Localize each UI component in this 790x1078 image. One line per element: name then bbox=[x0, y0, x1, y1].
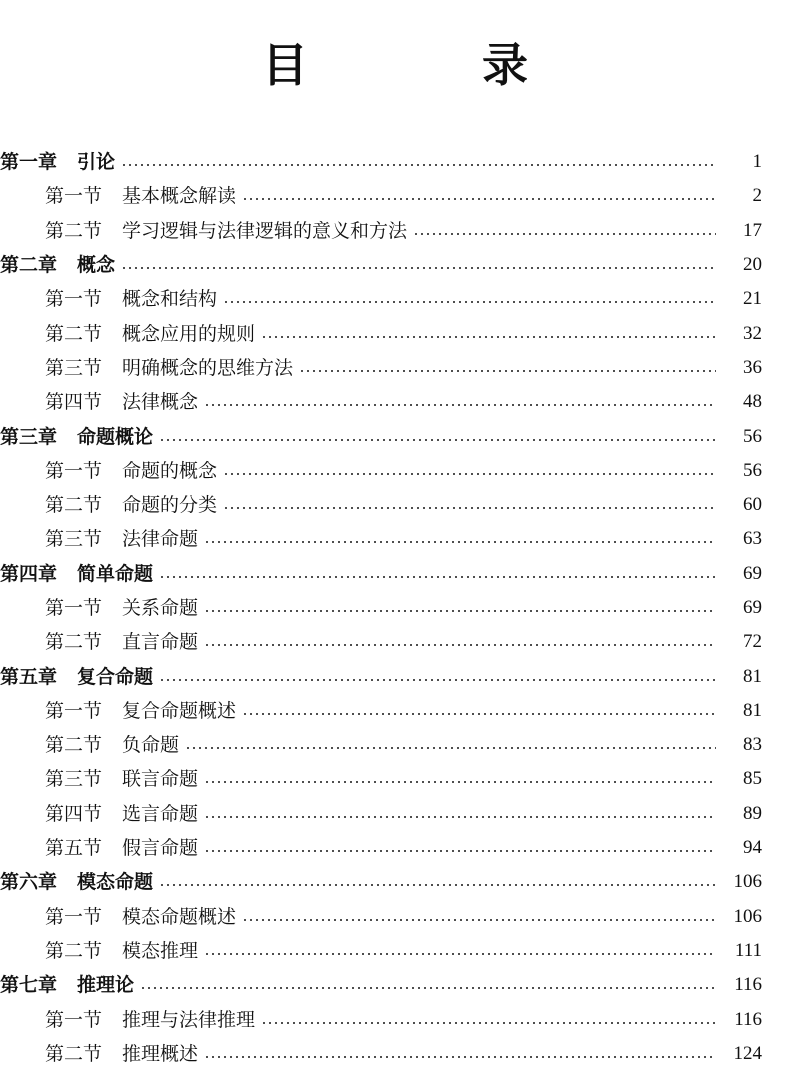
toc-entry-title: 联言命题 bbox=[122, 768, 199, 791]
dot-leader bbox=[140, 987, 716, 989]
toc-entry-number: 第一节 bbox=[45, 288, 103, 311]
dot-leader bbox=[204, 644, 716, 646]
toc-page-number: 124 bbox=[733, 1042, 762, 1064]
toc-chapter-row[interactable] bbox=[0, 419, 790, 453]
toc-entry-title: 复合命题 bbox=[77, 665, 154, 688]
toc-page-number: 85 bbox=[743, 768, 762, 790]
toc-entry-number: 第一节 bbox=[45, 185, 103, 208]
toc-entry-title: 直言命题 bbox=[122, 631, 199, 654]
dot-leader bbox=[159, 884, 716, 886]
toc-page-number: 81 bbox=[743, 665, 762, 687]
toc-section-row[interactable] bbox=[0, 1002, 790, 1036]
toc-entry-title: 负命题 bbox=[122, 734, 180, 757]
toc-entry-number: 第二节 bbox=[45, 219, 103, 242]
toc-page-number: 32 bbox=[743, 322, 762, 344]
toc-chapter-row[interactable] bbox=[0, 968, 790, 1002]
toc-entry-number: 第一节 bbox=[45, 459, 103, 482]
table-of-contents bbox=[0, 145, 790, 1071]
page-title: 目 录 bbox=[262, 38, 592, 92]
toc-entry-title: 概念 bbox=[77, 254, 116, 277]
dot-leader bbox=[159, 439, 716, 441]
toc-entry-number: 第一节 bbox=[45, 1008, 103, 1031]
dot-leader bbox=[204, 953, 716, 955]
toc-entry-title: 命题概论 bbox=[77, 425, 154, 448]
dot-leader bbox=[261, 336, 716, 338]
toc-entry-number: 第一章 bbox=[0, 151, 58, 174]
toc-entry-number: 第二节 bbox=[45, 494, 103, 517]
toc-entry-number: 第一节 bbox=[45, 905, 103, 928]
toc-entry-title: 模态命题概述 bbox=[122, 905, 237, 928]
toc-page-number: 69 bbox=[743, 597, 762, 618]
toc-entry-title: 学习逻辑与法律逻辑的意义和方法 bbox=[122, 219, 408, 242]
dot-leader bbox=[204, 541, 716, 543]
toc-page-number: 63 bbox=[743, 528, 762, 550]
toc-section-row[interactable] bbox=[0, 591, 790, 625]
dot-leader bbox=[223, 301, 716, 303]
dot-leader bbox=[261, 1022, 716, 1024]
toc-page-number: 83 bbox=[743, 734, 762, 756]
toc-entry-number: 第六章 bbox=[0, 871, 58, 894]
dot-leader bbox=[242, 919, 716, 921]
toc-section-row[interactable] bbox=[0, 454, 790, 488]
toc-section-row[interactable] bbox=[0, 488, 790, 522]
dot-leader bbox=[204, 850, 716, 852]
dot-leader bbox=[121, 164, 716, 166]
toc-entry-title: 复合命题概述 bbox=[122, 699, 237, 722]
toc-section-row[interactable] bbox=[0, 797, 790, 831]
toc-entry-title: 引论 bbox=[77, 151, 116, 174]
toc-section-row[interactable] bbox=[0, 316, 790, 350]
toc-entry-number: 第一节 bbox=[45, 699, 103, 722]
toc-section-row[interactable] bbox=[0, 1037, 790, 1071]
toc-section-row[interactable] bbox=[0, 934, 790, 968]
toc-entry-title: 法律命题 bbox=[122, 528, 199, 551]
toc-entry-number: 第四节 bbox=[45, 391, 103, 414]
toc-entry-number: 第一节 bbox=[45, 597, 103, 619]
toc-page-number: 106 bbox=[733, 905, 762, 927]
toc-page-number: 56 bbox=[743, 425, 762, 447]
toc-entry-title: 简单命题 bbox=[77, 562, 154, 585]
toc-entry-title: 概念应用的规则 bbox=[122, 322, 256, 345]
toc-entry-title: 命题的概念 bbox=[122, 459, 218, 482]
toc-entry-number: 第四章 bbox=[0, 562, 58, 585]
toc-section-row[interactable] bbox=[0, 762, 790, 796]
toc-page-number: 116 bbox=[734, 974, 762, 996]
toc-chapter-row[interactable] bbox=[0, 659, 790, 693]
toc-entry-number: 第三节 bbox=[45, 356, 103, 379]
toc-entry-title: 选言命题 bbox=[122, 802, 199, 825]
toc-page-number: 94 bbox=[743, 837, 762, 859]
dot-leader bbox=[185, 747, 716, 749]
toc-entry-title: 概念和结构 bbox=[122, 288, 218, 311]
dot-leader bbox=[204, 816, 716, 818]
toc-entry-number: 第二节 bbox=[45, 939, 103, 962]
toc-page-number: 1 bbox=[752, 151, 762, 173]
toc-chapter-row[interactable] bbox=[0, 248, 790, 282]
dot-leader bbox=[299, 370, 716, 372]
dot-leader bbox=[159, 576, 716, 578]
toc-entry-number: 第三章 bbox=[0, 425, 58, 448]
toc-page-number: 2 bbox=[752, 185, 762, 207]
dot-leader bbox=[204, 610, 716, 612]
toc-entry-title: 关系命题 bbox=[122, 597, 199, 619]
toc-section-row[interactable] bbox=[0, 179, 790, 213]
dot-leader bbox=[413, 233, 716, 235]
dot-leader bbox=[223, 473, 716, 475]
toc-page-number: 56 bbox=[743, 459, 762, 481]
toc-page-number: 17 bbox=[743, 219, 762, 241]
toc-page-number: 69 bbox=[743, 562, 762, 584]
toc-chapter-row[interactable] bbox=[0, 145, 790, 179]
toc-entry-number: 第三节 bbox=[45, 768, 103, 791]
toc-entry-title: 模态命题 bbox=[77, 871, 154, 894]
toc-page-number: 111 bbox=[734, 939, 762, 961]
toc-page-number: 72 bbox=[743, 631, 762, 653]
toc-entry-title: 推理与法律推理 bbox=[122, 1008, 256, 1031]
toc-page-number: 81 bbox=[743, 699, 762, 721]
toc-page-number: 89 bbox=[743, 802, 762, 824]
toc-section-row[interactable] bbox=[0, 900, 790, 934]
toc-page-number: 48 bbox=[743, 391, 762, 413]
toc-entry-number: 第五章 bbox=[0, 665, 58, 688]
toc-entry-title: 命题的分类 bbox=[122, 494, 218, 517]
toc-chapter-row[interactable] bbox=[0, 865, 790, 899]
dot-leader bbox=[242, 713, 716, 715]
toc-entry-number: 第二节 bbox=[45, 322, 103, 345]
toc-page-number: 60 bbox=[743, 494, 762, 516]
toc-entry-title: 模态推理 bbox=[122, 939, 199, 962]
toc-entry-title: 假言命题 bbox=[122, 837, 199, 860]
toc-page-number: 20 bbox=[743, 254, 762, 276]
dot-leader bbox=[121, 267, 716, 269]
toc-page-number: 116 bbox=[734, 1008, 762, 1030]
toc-entry-number: 第三节 bbox=[45, 528, 103, 551]
toc-page-number: 21 bbox=[743, 288, 762, 310]
toc-page-number: 36 bbox=[743, 356, 762, 378]
toc-section-row[interactable] bbox=[0, 831, 790, 865]
dot-leader bbox=[204, 781, 716, 783]
toc-section-row[interactable] bbox=[0, 728, 790, 762]
toc-section-row[interactable] bbox=[0, 214, 790, 248]
toc-entry-number: 第五节 bbox=[45, 837, 103, 860]
dot-leader bbox=[204, 1056, 716, 1058]
toc-entry-title: 推理论 bbox=[77, 974, 135, 997]
toc-entry-number: 第二节 bbox=[45, 631, 103, 654]
toc-entry-title: 明确概念的思维方法 bbox=[122, 356, 294, 379]
dot-leader bbox=[223, 507, 716, 509]
dot-leader bbox=[242, 198, 716, 200]
toc-entry-number: 第七章 bbox=[0, 974, 58, 997]
dot-leader bbox=[204, 404, 716, 406]
toc-entry-number: 第二节 bbox=[45, 734, 103, 757]
toc-section-row[interactable] bbox=[0, 282, 790, 316]
toc-entry-number: 第二节 bbox=[45, 1042, 103, 1065]
toc-section-row[interactable] bbox=[0, 351, 790, 385]
toc-page-number: 106 bbox=[733, 871, 762, 893]
toc-section-row[interactable] bbox=[0, 694, 790, 728]
dot-leader bbox=[159, 679, 716, 681]
toc-entry-title: 推理概述 bbox=[122, 1042, 199, 1065]
toc-entry-number: 第四节 bbox=[45, 802, 103, 825]
toc-section-row[interactable] bbox=[0, 385, 790, 419]
toc-chapter-row[interactable] bbox=[0, 557, 790, 591]
toc-entry-title: 基本概念解读 bbox=[122, 185, 237, 208]
toc-section-row[interactable] bbox=[0, 625, 790, 659]
toc-entry-title: 法律概念 bbox=[122, 391, 199, 414]
toc-section-row[interactable] bbox=[0, 522, 790, 556]
toc-entry-number: 第二章 bbox=[0, 254, 58, 277]
